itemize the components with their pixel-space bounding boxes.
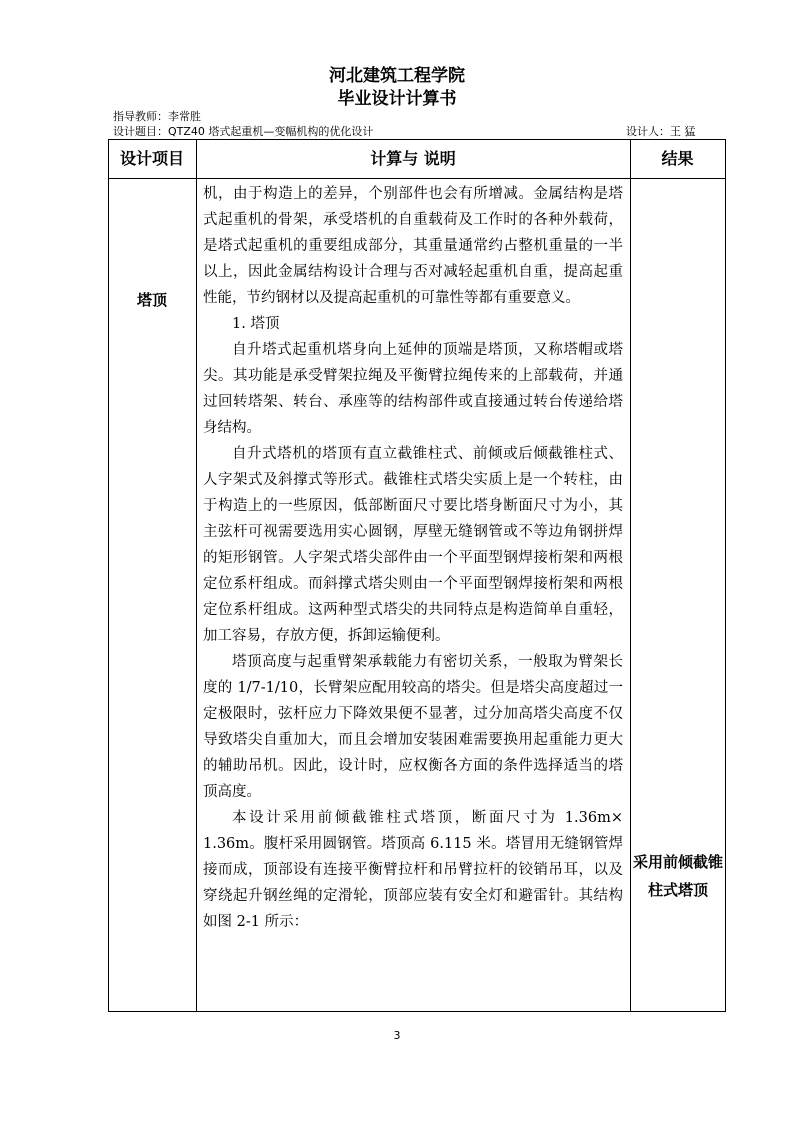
table-left-border [108, 139, 109, 1011]
column-header-result: 结果 [661, 149, 694, 168]
paragraph: 自升式塔机的塔顶有直立截锥柱式、前倾或后倾截锥柱式、人字架式及斜撑式等形式。截锥柱式塔尖实质上是一个转柱，由于构造上的一些原因，低部断面尺寸要比塔身断面尺寸为小，其主弦杆可视需要选用实心圆钢，厚壁无缝钢管或不等边角钢拼焊的矩形钢管。人字架式塔尖部件由一个平面型钢焊接桁架和两根定位系杆组成。而斜撑式塔尖则由一个平面型钢焊接桁架和两根定位系杆组成。这两种型式塔尖的共同特点是构造简单自重轻，加工容易，存放方便，拆卸运输便利。 [203, 446, 623, 644]
design-topic: 设计题目：QTZ40 塔式起重机—变幅机构的优化设计 [113, 125, 374, 138]
calculation-body [203, 181, 623, 935]
paragraph: 机，由于构造上的差异，个别部件也会有所增减。金属结构是塔式起重机的骨架，承受塔机的自重载荷及工作时的各种外载荷，是塔式起重机的重要组成部分，其重量通常约占整机重量的一半以上，因此金属结构设计合理与否对减轻起重机自重，提高起重性能，节约钢材以及提高起重机的可靠性等都有重要意义。 [203, 186, 623, 306]
table-divider-1 [196, 139, 197, 1011]
advisor-line: 指导教师：李常胜 [113, 110, 201, 123]
column-header-calc: 计算与 说明 [370, 149, 456, 168]
table-right-border [725, 139, 726, 1011]
result-text: 采用前倾截锥柱式塔顶 [632, 853, 723, 899]
column-header-item: 设计项目 [119, 149, 184, 168]
document-title: 毕业设计计算书 [337, 89, 457, 109]
table-header-border [108, 178, 726, 179]
school-name: 河北建筑工程学院 [329, 66, 465, 86]
designer-line: 设计人：王 猛 [626, 125, 696, 138]
paragraph: 本设计采用前倾截锥柱式塔顶，断面尺寸为 1.36m× 1.36m。腹杆采用圆钢管。塔顶高 6.115 米。塔冒用无缝钢管焊接而成，顶部设有连接平衡臂拉杆和吊臂拉杆的铰销吊耳，以及穿绕起升钢丝绳的定滑轮，顶部应装有安全灯和避雷针。其结构如图 2-1 所示： [203, 810, 623, 930]
paragraph: 塔顶高度与起重臂架承载能力有密切关系，一般取为臂架长度的 1/7-1/10，长臂架应配用较高的塔尖。但是塔尖高度超过一定极限时，弦杆应力下降效果便不显著，过分加高塔尖高度不仅导致塔尖自重加大，而且会增加安装困难需要换用起重能力更大的辅助吊机。因此，设计时，应权衡各方面的条件选择适当的塔顶高度。 [203, 654, 623, 800]
paragraph: 自升塔式起重机塔身向上延伸的顶端是塔顶，又称塔帽或塔尖。其功能是承受臂架拉绳及平衡臂拉绳传来的上部载荷，并通过回转塔架、转台、承座等的结构部件或直接通过转台传递给塔身结构。 [203, 342, 623, 436]
table-bottom-border [108, 1011, 726, 1012]
section-heading: 1. 塔顶 [232, 316, 280, 332]
design-item-label: 塔顶 [136, 291, 167, 309]
page-number: 3 [393, 1029, 401, 1042]
